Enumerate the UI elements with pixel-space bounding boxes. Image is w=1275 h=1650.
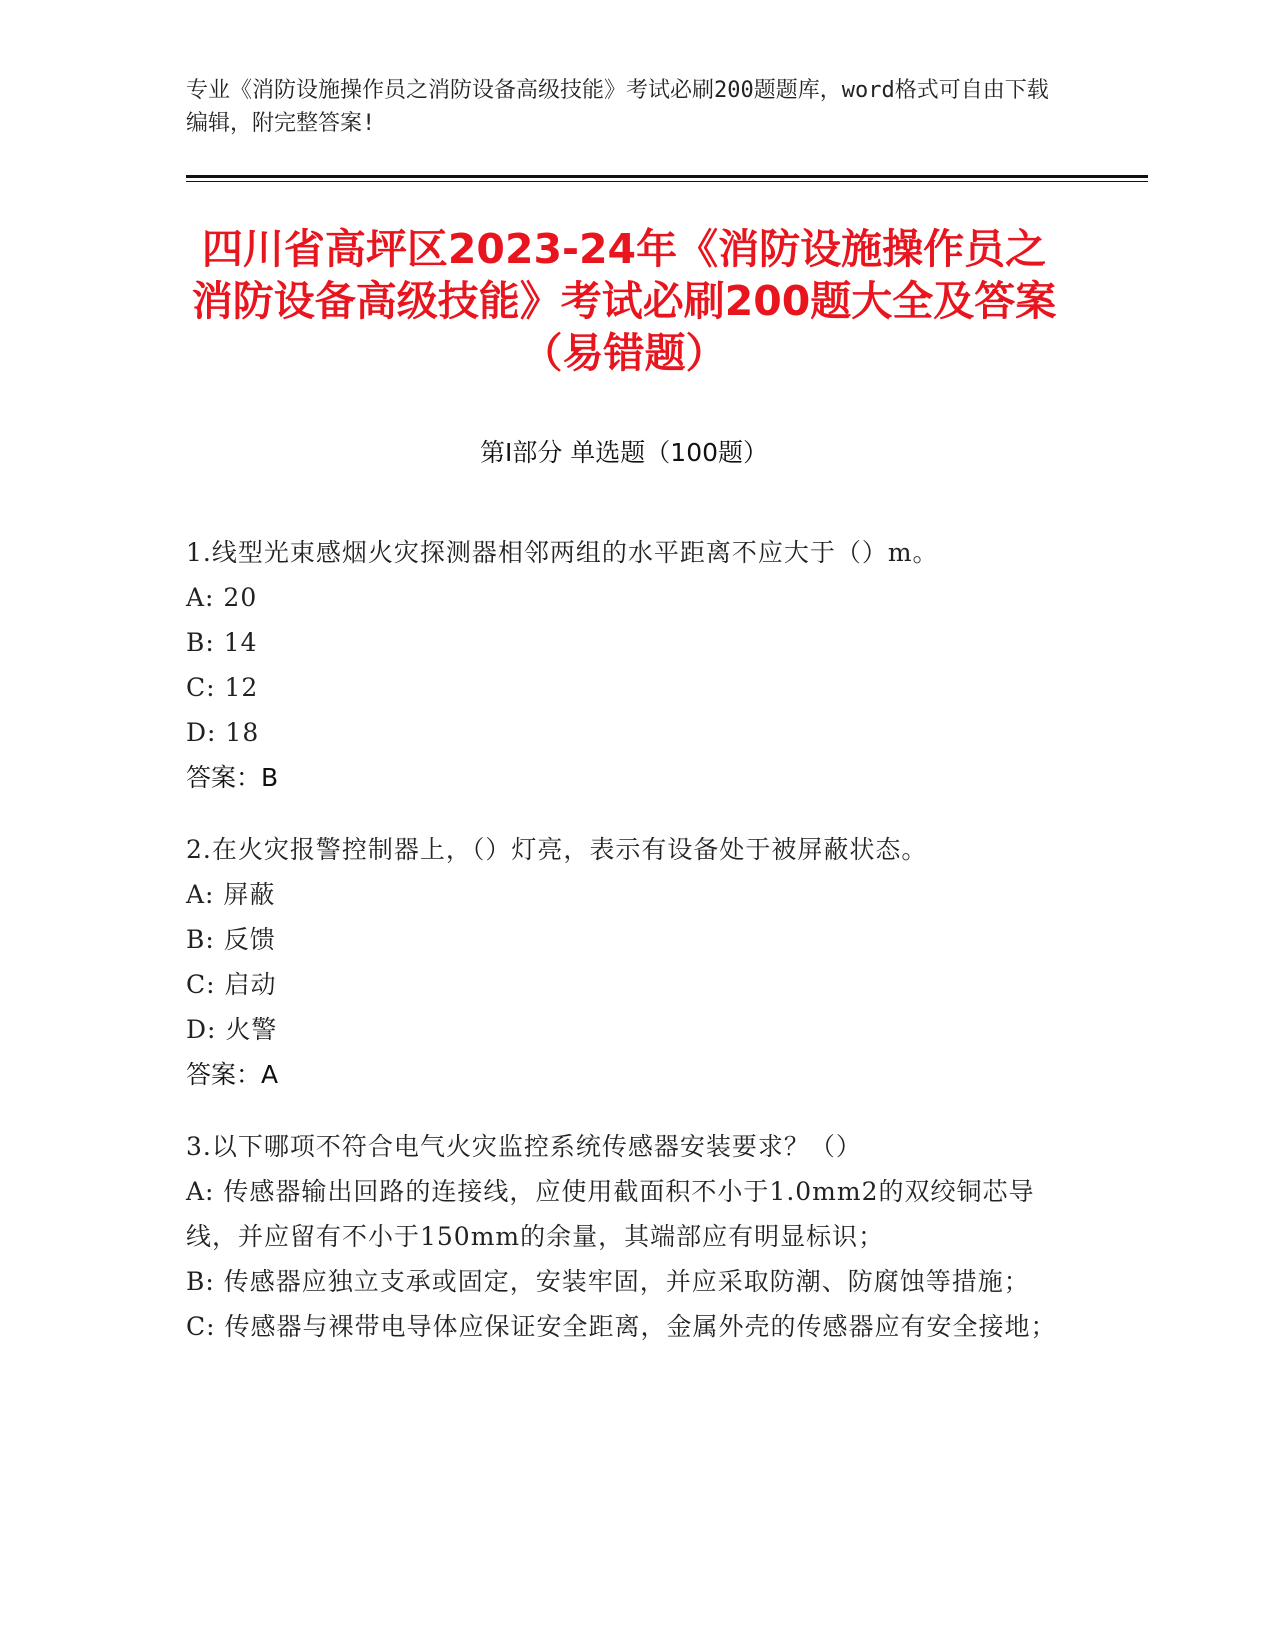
question-1 [186, 530, 1066, 800]
option-a: A: 传感器输出回路的连接线，应使用截面积不小于1.0mm2的双绞铜芯导线，并应留有不小于150mm的余量，其端部应有明显标识； [186, 1177, 1035, 1251]
question-list [186, 530, 1066, 1376]
option-d: D: 火警 [186, 1015, 278, 1044]
section-heading: 第I部分 单选题（100题） [479, 438, 769, 467]
header-rule-thin [186, 181, 1148, 182]
header-note: 专业《消防设施操作员之消防设备高级技能》考试必刷200题题库，word格式可自由下载编辑，附完整答案! [186, 78, 1049, 136]
option-a: A: 屏蔽 [186, 880, 276, 909]
question-stem: 2.在火灾报警控制器上，（）灯亮，表示有设备处于被屏蔽状态。 [186, 835, 928, 864]
question-stem: 3.以下哪项不符合电气火灾监控系统传感器安装要求？（） [186, 1132, 862, 1161]
option-b: B: 反馈 [186, 925, 276, 954]
option-b: B: 传感器应独立支承或固定，安装牢固，并应采取防潮、防腐蚀等措施； [186, 1267, 1030, 1296]
document-title: 四川省高坪区2023-24年《消防设施操作员之消防设备高级技能》考试必刷200题大全及答案（易错题） [191, 225, 1057, 377]
option-b: B: 14 [186, 628, 258, 657]
question-3 [186, 1124, 1066, 1349]
question-2 [186, 827, 1066, 1097]
answer-line: 答案：A [186, 1060, 279, 1089]
option-c: C: 传感器与裸带电导体应保证安全距离，金属外壳的传感器应有安全接地； [186, 1312, 1057, 1341]
option-a: A: 20 [186, 583, 258, 612]
option-c: C: 启动 [186, 970, 277, 999]
answer-line: 答案：B [186, 763, 279, 792]
header-rule-thick [186, 175, 1148, 178]
question-stem: 1.线型光束感烟火灾探测器相邻两组的水平距离不应大于（）m。 [186, 538, 939, 567]
option-c: C: 12 [186, 673, 259, 702]
option-d: D: 18 [186, 718, 260, 747]
